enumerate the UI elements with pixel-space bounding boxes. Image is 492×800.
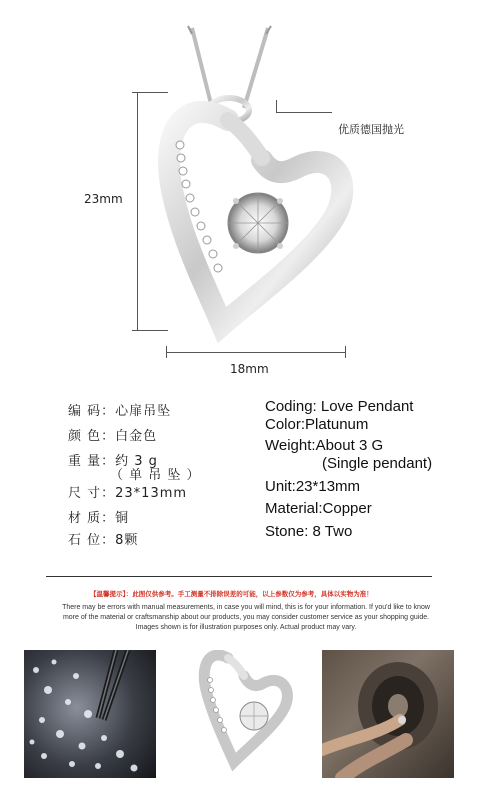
notice-title: 【温馨提示】：此图仅供参考。手工测量不排除误差的可能，以上参数仅为参考，具体以实物为准！ <box>90 590 373 598</box>
polish-label: 优质德国抛光 <box>338 123 404 136</box>
polish-callout-drop <box>276 100 277 113</box>
height-dimension-line <box>137 92 138 330</box>
spec-cn-row: 重 量：约 3 g <box>68 454 158 469</box>
spec-cn-row: （ 单 吊 坠 ） <box>110 468 201 483</box>
spec-en-material: Material:Copper <box>265 500 372 517</box>
notice-text: There may be errors with manual measurements, in case you will mind, this is for your information. If you'd like to know more of the material or craftsmanship about our products, you may consider customer service as your shopping guide. Images shown is for illustration purposes only. Actual product may vary. <box>62 604 430 631</box>
spec-en-color: Color:Platunum <box>265 416 369 433</box>
height-dimension-cap-top <box>132 92 168 93</box>
spec-cn-row: 编 码：心扉吊坠 <box>68 404 172 419</box>
pendant-image <box>0 0 492 390</box>
width-dimension-line <box>166 352 346 353</box>
polish-callout-line <box>276 112 332 113</box>
product-diagram <box>0 0 492 390</box>
diamonds-photo <box>24 650 156 778</box>
spec-en-coding: Coding: Love Pendant <box>265 398 414 415</box>
spec-en-stone: Stone: 8 Two <box>265 523 353 540</box>
pendant-photo <box>180 650 312 778</box>
spec-en-weight-note: (Single pendant) <box>322 455 433 472</box>
spec-cn-row: 尺 寸：23*13mm <box>68 486 188 501</box>
spec-cn-row: 材 质：铜 <box>68 511 130 526</box>
width-label: 18mm <box>230 362 269 376</box>
height-label: 23mm <box>84 192 123 206</box>
width-dimension-cap-right <box>345 346 346 358</box>
spec-cn-row: 颜 色：白金色 <box>68 429 158 444</box>
spec-en-unit: Unit:23*13mm <box>265 478 361 495</box>
width-dimension-cap-left <box>166 346 167 358</box>
spec-cn-row: 石 位：8颗 <box>68 533 139 548</box>
spec-en-weight: Weight:About 3 G <box>265 437 384 454</box>
craftsman-photo <box>322 650 454 778</box>
section-divider <box>46 576 432 577</box>
height-dimension-cap-bottom <box>132 330 168 331</box>
